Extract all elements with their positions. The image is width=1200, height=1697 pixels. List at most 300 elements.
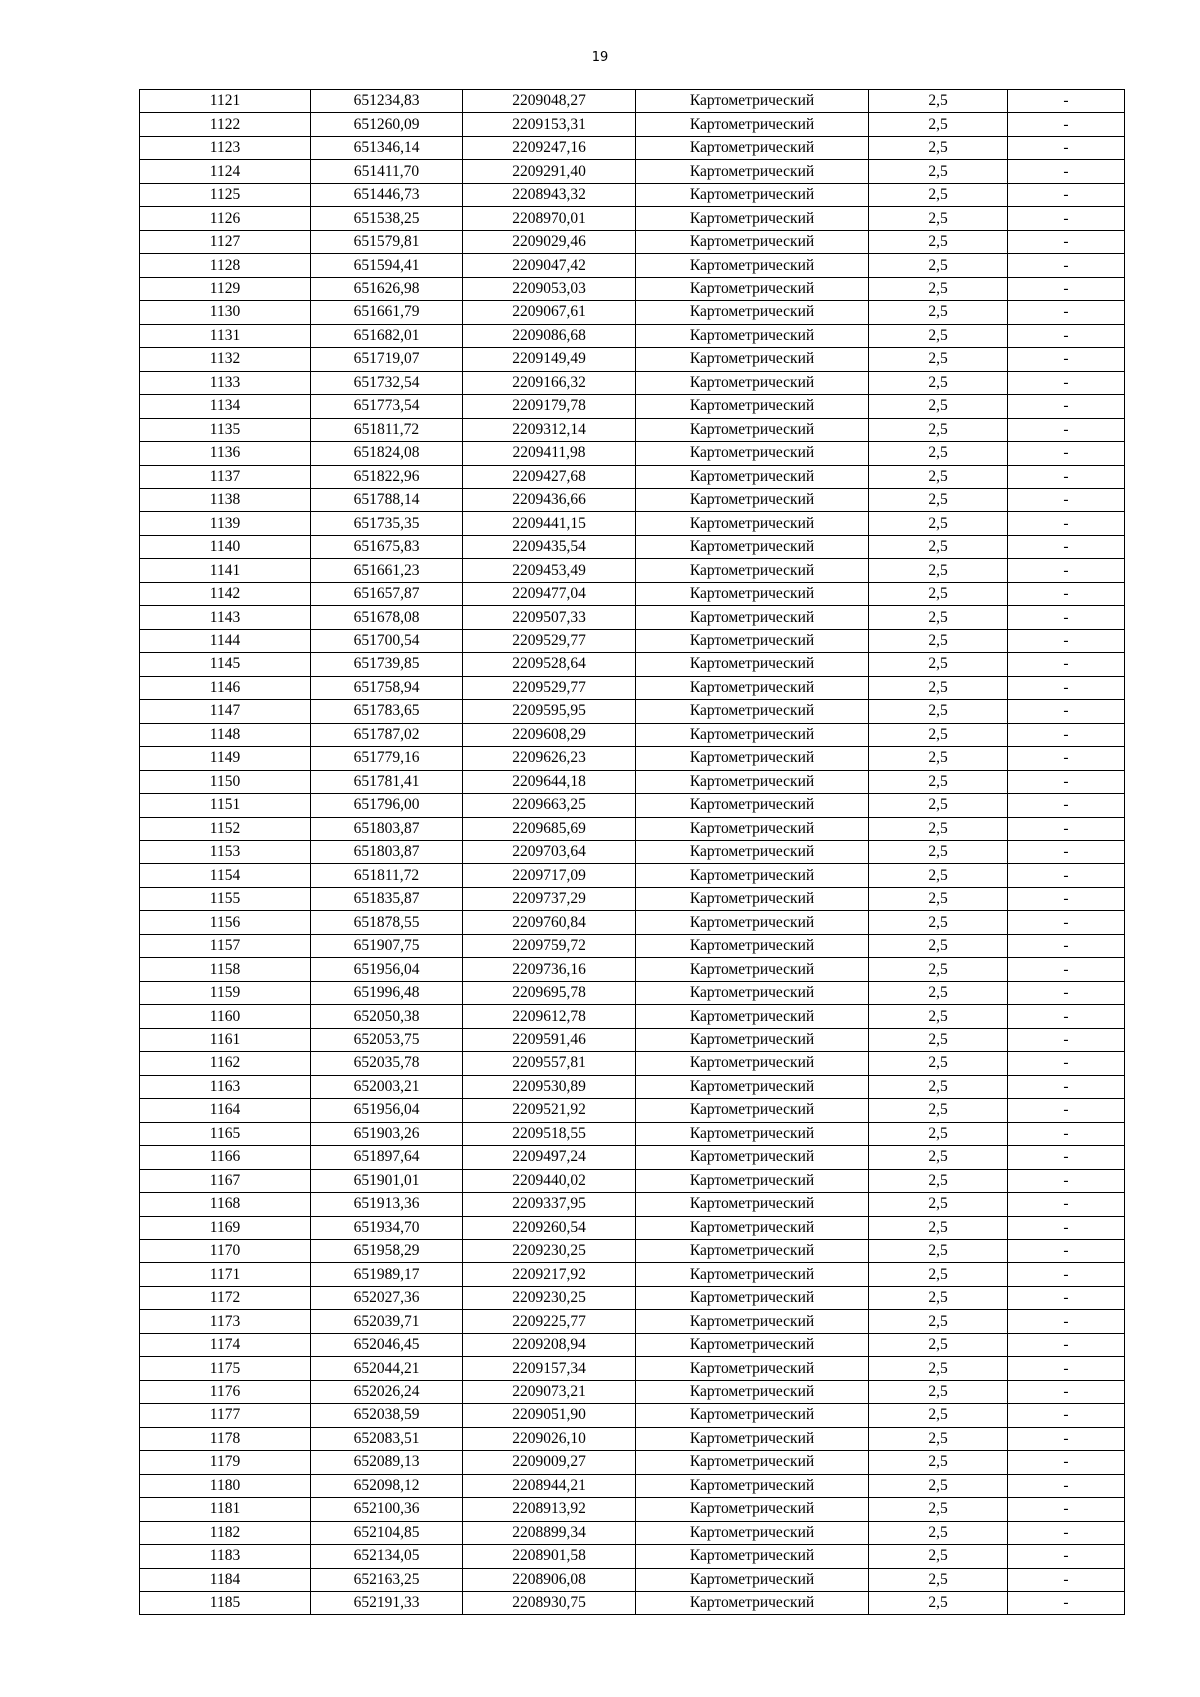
x-coordinate-cell: 651739,85 xyxy=(311,653,463,676)
x-coordinate-cell: 651934,70 xyxy=(311,1216,463,1239)
x-coordinate-cell: 651773,54 xyxy=(311,395,463,418)
table-row xyxy=(140,1099,1125,1122)
accuracy-cell: 2,5 xyxy=(869,1169,1008,1192)
point-number-cell: 1165 xyxy=(140,1122,311,1145)
description-cell: - xyxy=(1008,934,1125,957)
accuracy-cell: 2,5 xyxy=(869,911,1008,934)
point-number-cell: 1169 xyxy=(140,1216,311,1239)
accuracy-cell: 2,5 xyxy=(869,841,1008,864)
description-cell: - xyxy=(1008,794,1125,817)
method-cell: Картометрический xyxy=(636,1122,869,1145)
table-row xyxy=(140,1052,1125,1075)
description-cell: - xyxy=(1008,183,1125,206)
point-number-cell: 1147 xyxy=(140,700,311,723)
table-row xyxy=(140,606,1125,629)
table-row xyxy=(140,629,1125,652)
y-coordinate-cell: 2209441,15 xyxy=(463,512,636,535)
accuracy-cell: 2,5 xyxy=(869,770,1008,793)
point-number-cell: 1139 xyxy=(140,512,311,535)
y-coordinate-cell: 2209086,68 xyxy=(463,324,636,347)
table-row xyxy=(140,700,1125,723)
x-coordinate-cell: 652089,13 xyxy=(311,1451,463,1474)
y-coordinate-cell: 2209157,34 xyxy=(463,1357,636,1380)
description-cell: - xyxy=(1008,1193,1125,1216)
table-row xyxy=(140,183,1125,206)
x-coordinate-cell: 651682,01 xyxy=(311,324,463,347)
table-row xyxy=(140,1286,1125,1309)
accuracy-cell: 2,5 xyxy=(869,1216,1008,1239)
accuracy-cell: 2,5 xyxy=(869,1052,1008,1075)
table-row xyxy=(140,1404,1125,1427)
table-row xyxy=(140,1263,1125,1286)
method-cell: Картометрический xyxy=(636,1498,869,1521)
point-number-cell: 1131 xyxy=(140,324,311,347)
y-coordinate-cell: 2208970,01 xyxy=(463,207,636,230)
method-cell: Картометрический xyxy=(636,277,869,300)
point-number-cell: 1177 xyxy=(140,1404,311,1427)
method-cell: Картометрический xyxy=(636,1521,869,1544)
x-coordinate-cell: 652083,51 xyxy=(311,1427,463,1450)
point-number-cell: 1152 xyxy=(140,817,311,840)
table-row xyxy=(140,1075,1125,1098)
y-coordinate-cell: 2209225,77 xyxy=(463,1310,636,1333)
table-row xyxy=(140,864,1125,887)
description-cell: - xyxy=(1008,371,1125,394)
point-number-cell: 1155 xyxy=(140,887,311,910)
description-cell: - xyxy=(1008,1592,1125,1615)
y-coordinate-cell: 2209557,81 xyxy=(463,1052,636,1075)
method-cell: Картометрический xyxy=(636,442,869,465)
x-coordinate-cell: 651989,17 xyxy=(311,1263,463,1286)
y-coordinate-cell: 2209736,16 xyxy=(463,958,636,981)
x-coordinate-cell: 651913,36 xyxy=(311,1193,463,1216)
description-cell: - xyxy=(1008,1474,1125,1497)
table-row xyxy=(140,90,1125,113)
x-coordinate-cell: 652191,33 xyxy=(311,1592,463,1615)
accuracy-cell: 2,5 xyxy=(869,958,1008,981)
table-row xyxy=(140,348,1125,371)
accuracy-cell: 2,5 xyxy=(869,1380,1008,1403)
method-cell: Картометрический xyxy=(636,301,869,324)
method-cell: Картометрический xyxy=(636,535,869,558)
point-number-cell: 1144 xyxy=(140,629,311,652)
x-coordinate-cell: 651903,26 xyxy=(311,1122,463,1145)
y-coordinate-cell: 2209626,23 xyxy=(463,747,636,770)
x-coordinate-cell: 651779,16 xyxy=(311,747,463,770)
description-cell: - xyxy=(1008,911,1125,934)
y-coordinate-cell: 2209453,49 xyxy=(463,559,636,582)
table-row xyxy=(140,1005,1125,1028)
y-coordinate-cell: 2209337,95 xyxy=(463,1193,636,1216)
description-cell: - xyxy=(1008,606,1125,629)
table-row xyxy=(140,465,1125,488)
description-cell: - xyxy=(1008,1122,1125,1145)
method-cell: Картометрический xyxy=(636,1075,869,1098)
y-coordinate-cell: 2209029,46 xyxy=(463,230,636,253)
x-coordinate-cell: 651787,02 xyxy=(311,723,463,746)
accuracy-cell: 2,5 xyxy=(869,1451,1008,1474)
x-coordinate-cell: 651822,96 xyxy=(311,465,463,488)
x-coordinate-cell: 652038,59 xyxy=(311,1404,463,1427)
point-number-cell: 1179 xyxy=(140,1451,311,1474)
x-coordinate-cell: 651835,87 xyxy=(311,887,463,910)
point-number-cell: 1180 xyxy=(140,1474,311,1497)
point-number-cell: 1168 xyxy=(140,1193,311,1216)
description-cell: - xyxy=(1008,1451,1125,1474)
point-number-cell: 1160 xyxy=(140,1005,311,1028)
point-number-cell: 1138 xyxy=(140,488,311,511)
x-coordinate-cell: 652163,25 xyxy=(311,1568,463,1591)
accuracy-cell: 2,5 xyxy=(869,1310,1008,1333)
method-cell: Картометрический xyxy=(636,488,869,511)
method-cell: Картометрический xyxy=(636,700,869,723)
method-cell: Картометрический xyxy=(636,1380,869,1403)
accuracy-cell: 2,5 xyxy=(869,207,1008,230)
accuracy-cell: 2,5 xyxy=(869,277,1008,300)
method-cell: Картометрический xyxy=(636,90,869,113)
table-row xyxy=(140,723,1125,746)
description-cell: - xyxy=(1008,559,1125,582)
y-coordinate-cell: 2209312,14 xyxy=(463,418,636,441)
y-coordinate-cell: 2209051,90 xyxy=(463,1404,636,1427)
x-coordinate-cell: 652044,21 xyxy=(311,1357,463,1380)
point-number-cell: 1121 xyxy=(140,90,311,113)
method-cell: Картометрический xyxy=(636,136,869,159)
table-row xyxy=(140,395,1125,418)
accuracy-cell: 2,5 xyxy=(869,371,1008,394)
x-coordinate-cell: 651346,14 xyxy=(311,136,463,159)
accuracy-cell: 2,5 xyxy=(869,301,1008,324)
method-cell: Картометрический xyxy=(636,1169,869,1192)
x-coordinate-cell: 651700,54 xyxy=(311,629,463,652)
description-cell: - xyxy=(1008,1263,1125,1286)
y-coordinate-cell: 2208901,58 xyxy=(463,1545,636,1568)
x-coordinate-cell: 651678,08 xyxy=(311,606,463,629)
point-number-cell: 1162 xyxy=(140,1052,311,1075)
method-cell: Картометрический xyxy=(636,1052,869,1075)
accuracy-cell: 2,5 xyxy=(869,1239,1008,1262)
y-coordinate-cell: 2208930,75 xyxy=(463,1592,636,1615)
method-cell: Картометрический xyxy=(636,1028,869,1051)
table-row xyxy=(140,136,1125,159)
y-coordinate-cell: 2209529,77 xyxy=(463,629,636,652)
method-cell: Картометрический xyxy=(636,1545,869,1568)
x-coordinate-cell: 651594,41 xyxy=(311,254,463,277)
x-coordinate-cell: 651901,01 xyxy=(311,1169,463,1192)
table-row xyxy=(140,488,1125,511)
y-coordinate-cell: 2209411,98 xyxy=(463,442,636,465)
y-coordinate-cell: 2209717,09 xyxy=(463,864,636,887)
method-cell: Картометрический xyxy=(636,512,869,535)
accuracy-cell: 2,5 xyxy=(869,629,1008,652)
description-cell: - xyxy=(1008,418,1125,441)
method-cell: Картометрический xyxy=(636,958,869,981)
accuracy-cell: 2,5 xyxy=(869,676,1008,699)
table-row xyxy=(140,817,1125,840)
method-cell: Картометрический xyxy=(636,348,869,371)
table-row xyxy=(140,911,1125,934)
method-cell: Картометрический xyxy=(636,207,869,230)
accuracy-cell: 2,5 xyxy=(869,254,1008,277)
method-cell: Картометрический xyxy=(636,841,869,864)
x-coordinate-cell: 651538,25 xyxy=(311,207,463,230)
accuracy-cell: 2,5 xyxy=(869,559,1008,582)
y-coordinate-cell: 2209663,25 xyxy=(463,794,636,817)
x-coordinate-cell: 651234,83 xyxy=(311,90,463,113)
y-coordinate-cell: 2209521,92 xyxy=(463,1099,636,1122)
description-cell: - xyxy=(1008,653,1125,676)
point-number-cell: 1145 xyxy=(140,653,311,676)
point-number-cell: 1170 xyxy=(140,1239,311,1262)
x-coordinate-cell: 652003,21 xyxy=(311,1075,463,1098)
point-number-cell: 1143 xyxy=(140,606,311,629)
y-coordinate-cell: 2209067,61 xyxy=(463,301,636,324)
table-row xyxy=(140,1451,1125,1474)
x-coordinate-cell: 651803,87 xyxy=(311,817,463,840)
accuracy-cell: 2,5 xyxy=(869,606,1008,629)
point-number-cell: 1125 xyxy=(140,183,311,206)
y-coordinate-cell: 2209217,92 xyxy=(463,1263,636,1286)
x-coordinate-cell: 651796,00 xyxy=(311,794,463,817)
method-cell: Картометрический xyxy=(636,770,869,793)
x-coordinate-cell: 651735,35 xyxy=(311,512,463,535)
page-number: 19 xyxy=(591,50,609,65)
x-coordinate-cell: 651781,41 xyxy=(311,770,463,793)
accuracy-cell: 2,5 xyxy=(869,1427,1008,1450)
method-cell: Картометрический xyxy=(636,1404,869,1427)
y-coordinate-cell: 2209530,89 xyxy=(463,1075,636,1098)
table-row xyxy=(140,207,1125,230)
accuracy-cell: 2,5 xyxy=(869,887,1008,910)
method-cell: Картометрический xyxy=(636,794,869,817)
point-number-cell: 1149 xyxy=(140,747,311,770)
x-coordinate-cell: 651803,87 xyxy=(311,841,463,864)
description-cell: - xyxy=(1008,1216,1125,1239)
x-coordinate-cell: 651446,73 xyxy=(311,183,463,206)
method-cell: Картометрический xyxy=(636,254,869,277)
point-number-cell: 1127 xyxy=(140,230,311,253)
point-number-cell: 1183 xyxy=(140,1545,311,1568)
accuracy-cell: 2,5 xyxy=(869,1005,1008,1028)
method-cell: Картометрический xyxy=(636,747,869,770)
method-cell: Картометрический xyxy=(636,418,869,441)
method-cell: Картометрический xyxy=(636,230,869,253)
y-coordinate-cell: 2209608,29 xyxy=(463,723,636,746)
description-cell: - xyxy=(1008,1427,1125,1450)
table-row xyxy=(140,887,1125,910)
table-row xyxy=(140,277,1125,300)
accuracy-cell: 2,5 xyxy=(869,864,1008,887)
table-row xyxy=(140,442,1125,465)
method-cell: Картометрический xyxy=(636,887,869,910)
description-cell: - xyxy=(1008,1333,1125,1356)
y-coordinate-cell: 2209208,94 xyxy=(463,1333,636,1356)
y-coordinate-cell: 2209427,68 xyxy=(463,465,636,488)
y-coordinate-cell: 2209073,21 xyxy=(463,1380,636,1403)
table-row xyxy=(140,535,1125,558)
accuracy-cell: 2,5 xyxy=(869,1568,1008,1591)
coordinates-table xyxy=(139,89,1125,1615)
table-row xyxy=(140,1028,1125,1051)
description-cell: - xyxy=(1008,1498,1125,1521)
y-coordinate-cell: 2209695,78 xyxy=(463,981,636,1004)
x-coordinate-cell: 651907,75 xyxy=(311,934,463,957)
x-coordinate-cell: 652053,75 xyxy=(311,1028,463,1051)
description-cell: - xyxy=(1008,817,1125,840)
description-cell: - xyxy=(1008,1286,1125,1309)
table-row xyxy=(140,747,1125,770)
table-row xyxy=(140,934,1125,957)
point-number-cell: 1140 xyxy=(140,535,311,558)
accuracy-cell: 2,5 xyxy=(869,442,1008,465)
point-number-cell: 1137 xyxy=(140,465,311,488)
point-number-cell: 1130 xyxy=(140,301,311,324)
y-coordinate-cell: 2209737,29 xyxy=(463,887,636,910)
method-cell: Картометрический xyxy=(636,1193,869,1216)
description-cell: - xyxy=(1008,676,1125,699)
table-row xyxy=(140,1427,1125,1450)
point-number-cell: 1136 xyxy=(140,442,311,465)
accuracy-cell: 2,5 xyxy=(869,535,1008,558)
x-coordinate-cell: 651878,55 xyxy=(311,911,463,934)
description-cell: - xyxy=(1008,700,1125,723)
y-coordinate-cell: 2209047,42 xyxy=(463,254,636,277)
table-row xyxy=(140,1592,1125,1615)
accuracy-cell: 2,5 xyxy=(869,160,1008,183)
x-coordinate-cell: 652027,36 xyxy=(311,1286,463,1309)
point-number-cell: 1146 xyxy=(140,676,311,699)
description-cell: - xyxy=(1008,442,1125,465)
x-coordinate-cell: 651661,79 xyxy=(311,301,463,324)
y-coordinate-cell: 2208899,34 xyxy=(463,1521,636,1544)
point-number-cell: 1133 xyxy=(140,371,311,394)
description-cell: - xyxy=(1008,1404,1125,1427)
table-row xyxy=(140,1310,1125,1333)
table-row xyxy=(140,582,1125,605)
point-number-cell: 1123 xyxy=(140,136,311,159)
point-number-cell: 1181 xyxy=(140,1498,311,1521)
x-coordinate-cell: 651260,09 xyxy=(311,113,463,136)
description-cell: - xyxy=(1008,348,1125,371)
y-coordinate-cell: 2209644,18 xyxy=(463,770,636,793)
method-cell: Картометрический xyxy=(636,1474,869,1497)
description-cell: - xyxy=(1008,1357,1125,1380)
y-coordinate-cell: 2209179,78 xyxy=(463,395,636,418)
table-row xyxy=(140,1122,1125,1145)
table-row xyxy=(140,324,1125,347)
x-coordinate-cell: 652026,24 xyxy=(311,1380,463,1403)
method-cell: Картометрический xyxy=(636,1592,869,1615)
description-cell: - xyxy=(1008,488,1125,511)
point-number-cell: 1141 xyxy=(140,559,311,582)
description-cell: - xyxy=(1008,324,1125,347)
point-number-cell: 1171 xyxy=(140,1263,311,1286)
accuracy-cell: 2,5 xyxy=(869,1404,1008,1427)
accuracy-cell: 2,5 xyxy=(869,1333,1008,1356)
y-coordinate-cell: 2209612,78 xyxy=(463,1005,636,1028)
description-cell: - xyxy=(1008,277,1125,300)
accuracy-cell: 2,5 xyxy=(869,653,1008,676)
point-number-cell: 1174 xyxy=(140,1333,311,1356)
x-coordinate-cell: 652050,38 xyxy=(311,1005,463,1028)
x-coordinate-cell: 651824,08 xyxy=(311,442,463,465)
table-row xyxy=(140,371,1125,394)
x-coordinate-cell: 652035,78 xyxy=(311,1052,463,1075)
table-row xyxy=(140,301,1125,324)
accuracy-cell: 2,5 xyxy=(869,934,1008,957)
table-row xyxy=(140,230,1125,253)
description-cell: - xyxy=(1008,887,1125,910)
method-cell: Картометрический xyxy=(636,981,869,1004)
point-number-cell: 1172 xyxy=(140,1286,311,1309)
description-cell: - xyxy=(1008,1521,1125,1544)
table-row xyxy=(140,254,1125,277)
y-coordinate-cell: 2209760,84 xyxy=(463,911,636,934)
table-row xyxy=(140,958,1125,981)
y-coordinate-cell: 2209440,02 xyxy=(463,1169,636,1192)
accuracy-cell: 2,5 xyxy=(869,1263,1008,1286)
table-row xyxy=(140,1568,1125,1591)
x-coordinate-cell: 651758,94 xyxy=(311,676,463,699)
description-cell: - xyxy=(1008,1146,1125,1169)
point-number-cell: 1142 xyxy=(140,582,311,605)
table-row xyxy=(140,1146,1125,1169)
point-number-cell: 1132 xyxy=(140,348,311,371)
description-cell: - xyxy=(1008,1075,1125,1098)
point-number-cell: 1166 xyxy=(140,1146,311,1169)
y-coordinate-cell: 2209291,40 xyxy=(463,160,636,183)
accuracy-cell: 2,5 xyxy=(869,1146,1008,1169)
x-coordinate-cell: 652104,85 xyxy=(311,1521,463,1544)
method-cell: Картометрический xyxy=(636,1357,869,1380)
y-coordinate-cell: 2208906,08 xyxy=(463,1568,636,1591)
y-coordinate-cell: 2208943,32 xyxy=(463,183,636,206)
x-coordinate-cell: 652100,36 xyxy=(311,1498,463,1521)
accuracy-cell: 2,5 xyxy=(869,1498,1008,1521)
point-number-cell: 1151 xyxy=(140,794,311,817)
table-row xyxy=(140,770,1125,793)
table-row xyxy=(140,559,1125,582)
point-number-cell: 1124 xyxy=(140,160,311,183)
description-cell: - xyxy=(1008,582,1125,605)
x-coordinate-cell: 651675,83 xyxy=(311,535,463,558)
accuracy-cell: 2,5 xyxy=(869,1286,1008,1309)
y-coordinate-cell: 2209026,10 xyxy=(463,1427,636,1450)
method-cell: Картометрический xyxy=(636,864,869,887)
method-cell: Картометрический xyxy=(636,1146,869,1169)
table-row xyxy=(140,160,1125,183)
point-number-cell: 1157 xyxy=(140,934,311,957)
method-cell: Картометрический xyxy=(636,653,869,676)
table-row xyxy=(140,981,1125,1004)
table-row xyxy=(140,1216,1125,1239)
method-cell: Картометрический xyxy=(636,676,869,699)
accuracy-cell: 2,5 xyxy=(869,512,1008,535)
method-cell: Картометрический xyxy=(636,723,869,746)
table-row xyxy=(140,841,1125,864)
method-cell: Картометрический xyxy=(636,465,869,488)
y-coordinate-cell: 2209153,31 xyxy=(463,113,636,136)
accuracy-cell: 2,5 xyxy=(869,324,1008,347)
method-cell: Картометрический xyxy=(636,1005,869,1028)
accuracy-cell: 2,5 xyxy=(869,113,1008,136)
y-coordinate-cell: 2209528,64 xyxy=(463,653,636,676)
point-number-cell: 1150 xyxy=(140,770,311,793)
accuracy-cell: 2,5 xyxy=(869,488,1008,511)
accuracy-cell: 2,5 xyxy=(869,723,1008,746)
x-coordinate-cell: 651956,04 xyxy=(311,1099,463,1122)
description-cell: - xyxy=(1008,1568,1125,1591)
